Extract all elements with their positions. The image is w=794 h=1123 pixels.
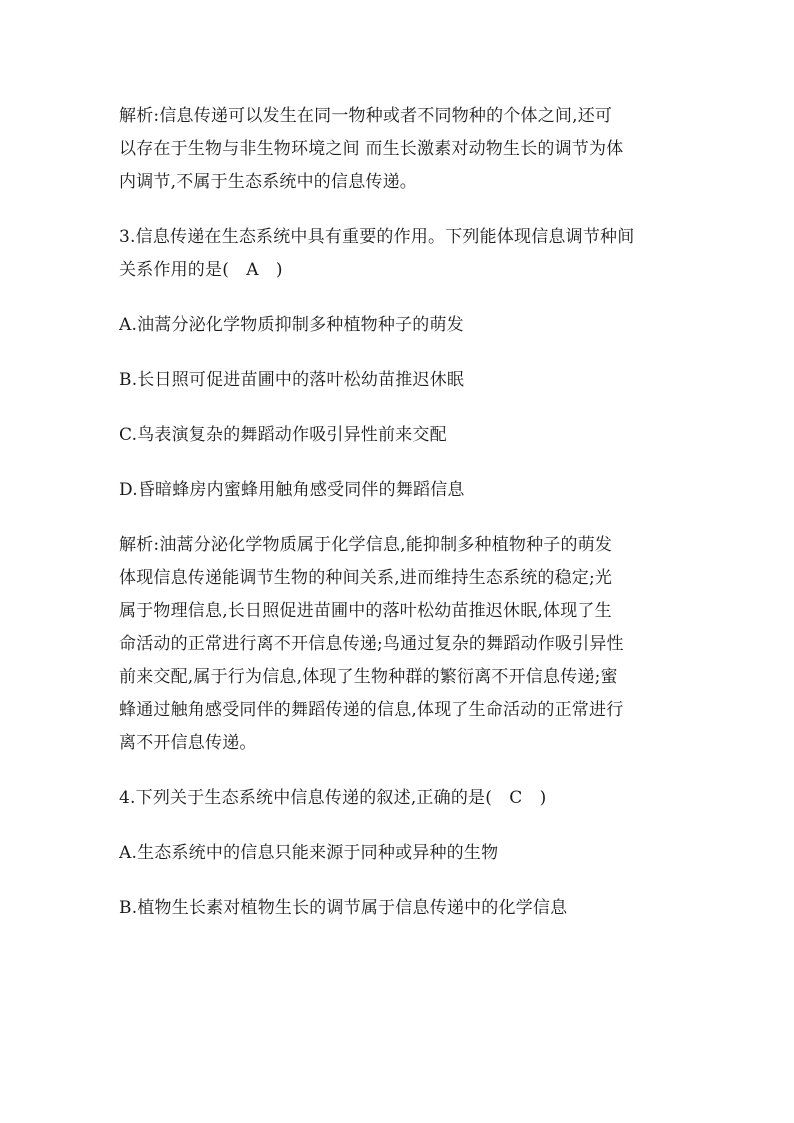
text-line: 命活动的正常进行离不开信息传递;鸟通过复杂的舞蹈动作吸引异性 [119,634,624,654]
text-line: B.长日照可促进苗圃中的落叶松幼苗推迟休眠 [119,370,465,390]
text-line: 离不开信息传递。 [119,733,257,753]
text-line: B.植物生长素对植物生长的调节属于信息传递中的化学信息 [119,898,568,918]
option-3c [119,419,699,452]
explanation-q3 [119,529,699,760]
text-line: 解析:油蒿分泌化学物质属于化学信息,能抑制多种植物种子的萌发 [119,535,613,555]
option-3b [119,364,699,397]
text-line: A.油蒿分泌化学物质抑制多种植物种子的萌发 [119,315,464,335]
question-4 [119,782,699,815]
option-4b [119,892,699,925]
text-line: D.昏暗蜂房内蜜蜂用触角感受同伴的舞蹈信息 [119,480,465,500]
question-3 [119,221,699,287]
text-line: C.鸟表演复杂的舞蹈动作吸引异性前来交配 [119,425,447,445]
document-page [119,100,699,925]
text-line: 以存在于生物与非生物环境之间 而生长激素对动物生长的调节为体 [119,139,624,159]
text-line: 属于物理信息,长日照促进苗圃中的落叶松幼苗推迟休眠,体现了生 [119,601,612,621]
text-line: 关系作用的是( A ) [119,260,283,280]
text-line: 解析:信息传递可以发生在同一物种或者不同物种的个体之间,还可 [119,106,613,126]
text-line: 4.下列关于生态系统中信息传递的叙述,正确的是( C ) [119,788,547,808]
option-4a [119,837,699,870]
explanation-q2 [119,100,699,199]
text-line: 内调节,不属于生态系统中的信息传递。 [119,172,418,192]
text-line: 体现信息传递能调节生物的种间关系,进而维持生态系统的稳定;光 [119,568,613,588]
option-3d [119,474,699,507]
text-line: 前来交配,属于行为信息,体现了生物种群的繁衍离不开信息传递;蜜 [119,667,618,687]
text-line: 3.信息传递在生态系统中具有重要的作用。下列能体现信息调节种间 [119,227,635,247]
text-line: A.生态系统中的信息只能来源于同种或异种的生物 [119,843,499,863]
option-3a [119,309,699,342]
text-line: 蜂通过触角感受同伴的舞蹈传递的信息,体现了生命活动的正常进行 [119,700,624,720]
